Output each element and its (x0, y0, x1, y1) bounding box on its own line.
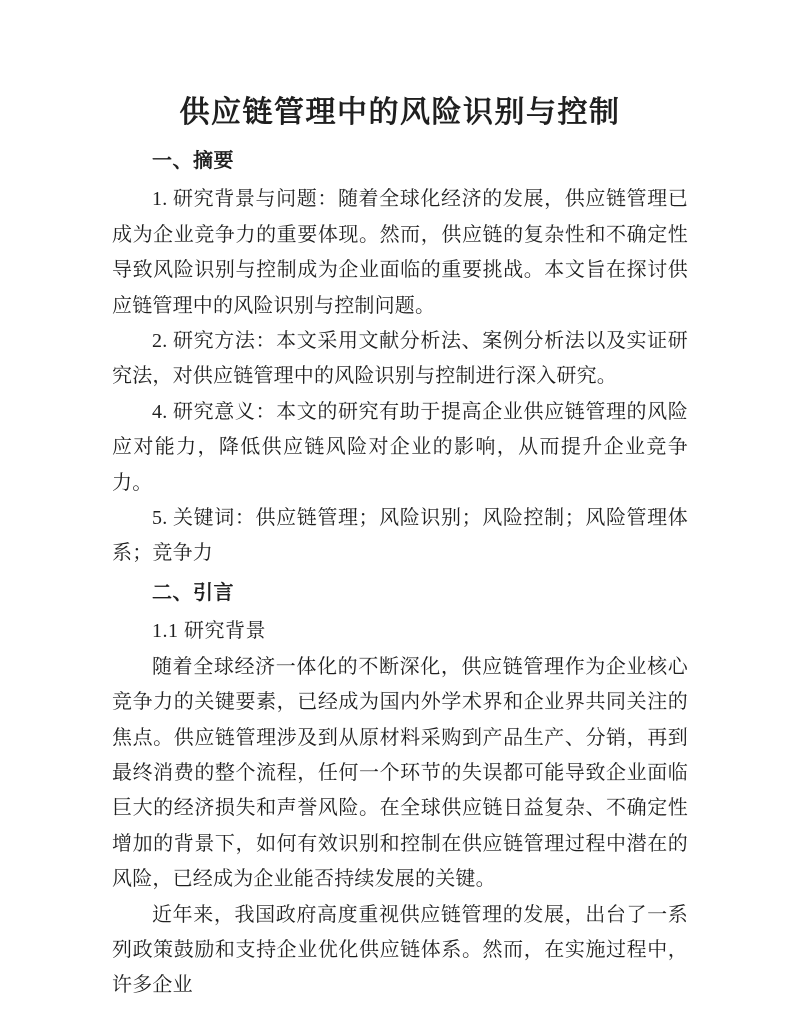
abstract-heading: 一、摘要 (152, 150, 234, 172)
introduction-heading: 二、引言 (152, 581, 234, 604)
introduction-subheading: 1.1 研究背景 (152, 620, 266, 643)
abstract-item-keywords: 5. 关键词：供应链管理；风险识别；风险控制；风险管理体系；竞争力 (112, 507, 688, 565)
abstract-item-method: 2. 研究方法：本文采用文献分析法、案例分析法以及实证研究法，对供应链管理中的风险识别与控制进行深入研究。 (112, 330, 688, 388)
abstract-item-background: 1. 研究背景与问题：随着全球化经济的发展，供应链管理已成为企业竞争力的重要体现。然而，供应链的复杂性和不确定性导致风险识别与控制成为企业面临的重要挑战。本文旨在探讨供应链管理中的风险识别与控制问题。 (112, 188, 688, 317)
introduction-paragraph: 随着全球经济一体化的不断深化，供应链管理作为企业核心竞争力的关键要素，已经成为国内外学术界和企业界共同关注的焦点。供应链管理涉及到从原材料采购到产品生产、分销，再到最终消费的整个流程，任何一个环节的失误都可能导致企业面临巨大的经济损失和声誉风险。在全球供应链日益复杂、不确定性增加的背景下，如何有效识别和控制在供应链管理过程中潜在的风险，已经成为企业能否持续发展的关键。 (112, 655, 688, 891)
document-title: 供应链管理中的风险识别与控制 (179, 96, 621, 129)
introduction-paragraph: 近年来，我国政府高度重视供应链管理的发展，出台了一系列政策鼓励和支持企业优化供应链体系。然而，在实施过程中，许多企业 (112, 903, 688, 997)
abstract-item-significance: 4. 研究意义：本文的研究有助于提高企业供应链管理的风险应对能力，降低供应链风险对企业的影响，从而提升企业竞争力。 (112, 400, 688, 494)
